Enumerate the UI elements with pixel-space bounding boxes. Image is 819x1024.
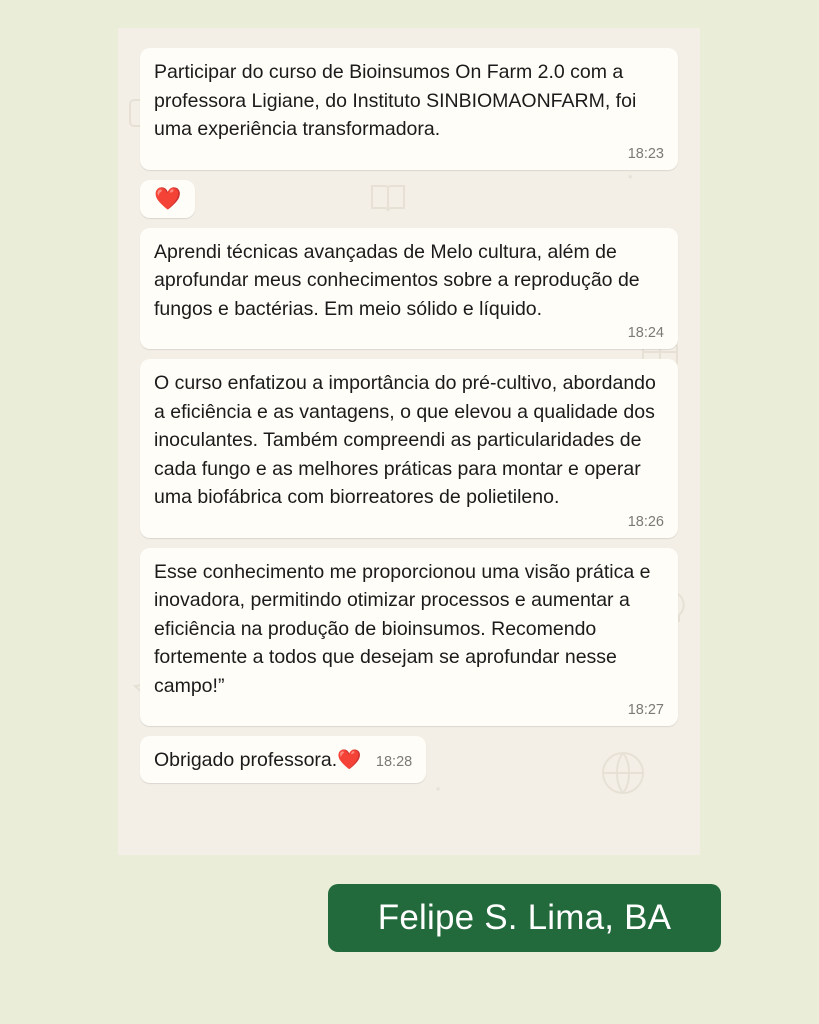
message-timestamp: 18:26: [627, 513, 664, 530]
message-timestamp: 18:27: [627, 702, 664, 718]
name-plate-label: Felipe S. Lima, BA: [377, 898, 672, 937]
chat-bubble[interactable]: [140, 736, 426, 783]
chat-bubble-emoji[interactable]: [140, 180, 195, 218]
message-text: Esse conhecimento me proporcionou uma visão prática e inovadora, permitindo otimizar processos e aumentar a eficiência na produção de bioinsumos. Recomendo fortemente a todos que desejam se aprofundar nesse campo!”: [154, 560, 651, 697]
message-text-emoji: ❤️: [154, 185, 182, 211]
message-text: Participar do curso de Bioinsumos On Farm 2.0 com a professora Ligiane, do Instituto SINBIOMAONFARM, foi uma experiência transformadora.: [154, 61, 637, 140]
message-timestamp: 18:28: [375, 754, 413, 770]
message-text: Aprendi técnicas avançadas de Melo cultura, além de aprofundar meus conhecimentos sobre a reprodução de fungos e bactérias. Em meio sólido e líquido.: [154, 240, 640, 320]
message-timestamp: 18:24: [627, 325, 664, 341]
message-text: O curso enfatizou a importância do pré-cultivo, abordando a eficiência e as vantagens, o que elevou a qualidade dos inoculantes. Também compreendi as particularidades de cada fungo e as melhores práticas para montar e operar uma biofábrica com biorreatores de polietileno.: [154, 372, 656, 508]
message-list: [118, 28, 700, 855]
name-plate: [328, 884, 721, 952]
chat-bubble[interactable]: [140, 548, 678, 727]
message-timestamp: 18:23: [627, 145, 664, 162]
chat-panel: [118, 28, 700, 855]
chat-bubble[interactable]: [140, 48, 678, 170]
message-text: Obrigado professora.❤️: [154, 749, 362, 771]
chat-bubble[interactable]: [140, 359, 678, 538]
chat-bubble[interactable]: [140, 228, 678, 350]
